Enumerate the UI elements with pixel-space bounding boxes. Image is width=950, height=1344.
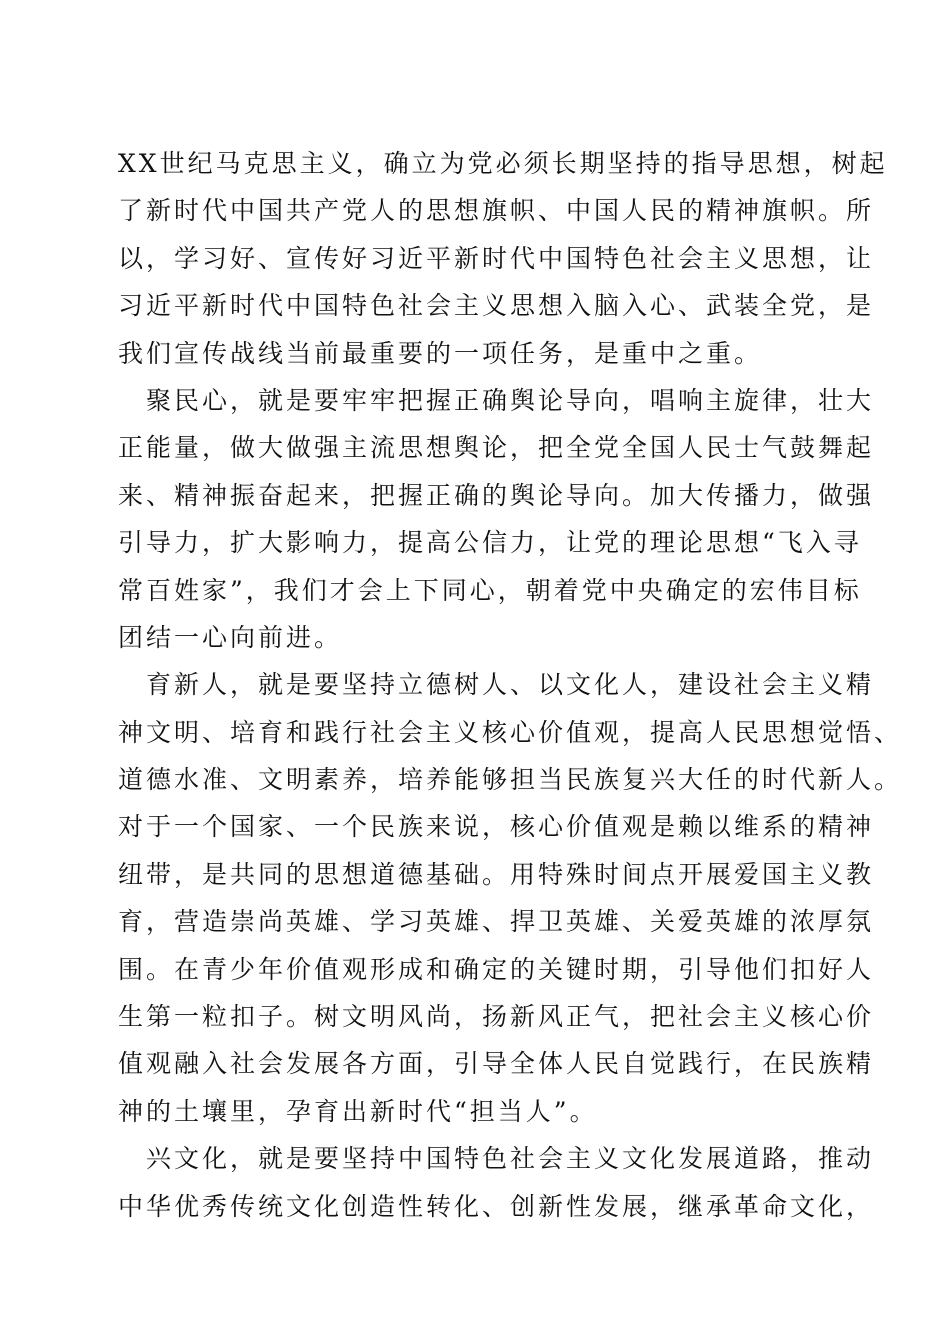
text-line: 纽带，是共同的思想道德基础。用特殊时间点开展爱国主义教: [118, 859, 875, 889]
text-line: 习近平新时代中国特色社会主义思想入脑入心、武装全党，是: [118, 291, 875, 321]
text-line: 生第一粒扣子。树文明风尚，扬新风正气，把社会主义核心价: [118, 1002, 875, 1032]
text-line: 神的土壤里，孕育出新时代“担当人”。: [118, 1096, 598, 1126]
text-line: 神文明、培育和践行社会主义核心价值观，提高人民思想觉悟、: [118, 717, 903, 747]
text-line: 育，营造崇尚英雄、学习英雄、捍卫英雄、关爱英雄的浓厚氛: [118, 907, 875, 937]
text-line: 对于一个国家、一个民族来说，核心价值观是赖以维系的精神: [118, 812, 875, 842]
text-line: 道德水准、文明素养，培养能够担当民族复兴大任的时代新人。: [118, 765, 903, 795]
text-line: 常百姓家”，我们才会上下同心，朝着党中央确定的宏伟目标: [118, 575, 862, 605]
text-line: 来、精神振奋起来，把握正确的舆论导向。加大传播力，做强: [118, 480, 875, 510]
body-text: [118, 140, 903, 1230]
text-line: 聚民心，就是要牢牢把握正确舆论导向，唱响主旋律，壮大: [118, 385, 875, 415]
text-line: 中华优秀传统文化创造性转化、创新性发展，继承革命文化，: [118, 1191, 875, 1221]
text-line: XX世纪马克思主义，确立为党必须长期坚持的指导思想，树起: [118, 149, 888, 178]
text-line: 围。在青少年价值观形成和确定的关键时期，引导他们扣好人: [118, 954, 875, 984]
text-line: 育新人，就是要坚持立德树人、以文化人，建设社会主义精: [118, 670, 875, 700]
text-line: 了新时代中国共产党人的思想旗帜、中国人民的精神旗帜。所: [118, 196, 875, 226]
text-line: 引导力，扩大影响力，提高公信力，让党的理论思想“飞入寻: [118, 528, 862, 558]
text-line: 正能量，做大做强主流思想舆论，把全党全国人民士气鼓舞起: [118, 433, 875, 463]
text-line: 值观融入社会发展各方面，引导全体人民自觉践行，在民族精: [118, 1049, 875, 1079]
text-line: 兴文化，就是要坚持中国特色社会主义文化发展道路，推动: [118, 1144, 875, 1174]
text-line: 我们宣传战线当前最重要的一项任务，是重中之重。: [118, 338, 763, 368]
text-line: 团结一心向前进。: [118, 622, 343, 652]
text-line: 以，学习好、宣传好习近平新时代中国特色社会主义思想，让: [118, 243, 875, 273]
